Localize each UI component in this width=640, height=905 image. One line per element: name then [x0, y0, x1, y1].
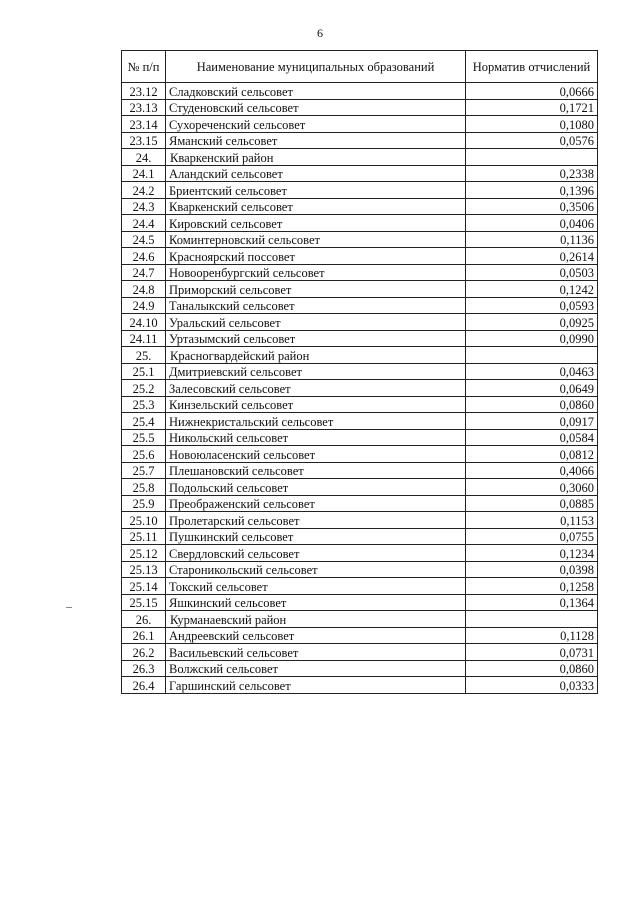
row-norm: 0,0649	[466, 380, 598, 397]
row-norm: 0,1242	[466, 281, 598, 298]
row-name: Коминтерновский сельсовет	[166, 231, 466, 248]
row-norm: 0,1258	[466, 578, 598, 595]
row-name: Сладковский сельсовет	[166, 83, 466, 100]
norms-table	[121, 50, 598, 694]
row-name: Залесовский сельсовет	[166, 380, 466, 397]
row-name: Курманаевский район	[166, 611, 466, 628]
row-name: Староникольский сельсовет	[166, 561, 466, 578]
header-norm: Норматив отчислений	[466, 51, 598, 83]
row-name: Кинзельский сельсовет	[166, 396, 466, 413]
district-row	[122, 611, 598, 628]
row-norm	[466, 149, 598, 166]
row-number: 24.10	[122, 314, 166, 331]
row-norm: 0,0398	[466, 561, 598, 578]
row-number: 24.3	[122, 198, 166, 215]
row-norm: 0,0925	[466, 314, 598, 331]
row-number: 24.11	[122, 330, 166, 347]
table-row	[122, 132, 598, 149]
row-norm: 0,0593	[466, 297, 598, 314]
row-norm: 0,2614	[466, 248, 598, 265]
row-norm: 0,0503	[466, 264, 598, 281]
row-number: 25.9	[122, 495, 166, 512]
row-name: Пушкинский сельсовет	[166, 528, 466, 545]
row-norm: 0,3506	[466, 198, 598, 215]
row-name: Никольский сельсовет	[166, 429, 466, 446]
row-name: Волжский сельсовет	[166, 660, 466, 677]
row-number: 23.15	[122, 132, 166, 149]
table-row	[122, 248, 598, 265]
row-number: 23.14	[122, 116, 166, 133]
row-name: Васильевский сельсовет	[166, 644, 466, 661]
row-norm: 0,1721	[466, 99, 598, 116]
row-name: Пролетарский сельсовет	[166, 512, 466, 529]
table-row	[122, 578, 598, 595]
row-number: 25.11	[122, 528, 166, 545]
row-norm: 0,3060	[466, 479, 598, 496]
table-row	[122, 396, 598, 413]
row-norm	[466, 611, 598, 628]
row-name: Новооренбургский сельсовет	[166, 264, 466, 281]
row-name: Нижнекристальский сельсовет	[166, 413, 466, 430]
row-number: 25.4	[122, 413, 166, 430]
table-row	[122, 429, 598, 446]
row-number: 26.2	[122, 644, 166, 661]
table-row	[122, 380, 598, 397]
row-norm: 0,1128	[466, 627, 598, 644]
row-norm: 0,1080	[466, 116, 598, 133]
table-row	[122, 83, 598, 100]
row-name: Подольский сельсовет	[166, 479, 466, 496]
row-name: Свердловский сельсовет	[166, 545, 466, 562]
table-row	[122, 116, 598, 133]
table-row	[122, 281, 598, 298]
row-number: 26.1	[122, 627, 166, 644]
row-norm: 0,1234	[466, 545, 598, 562]
table-row	[122, 462, 598, 479]
table-row	[122, 231, 598, 248]
table-row	[122, 198, 598, 215]
table-row	[122, 413, 598, 430]
row-norm: 0,0463	[466, 363, 598, 380]
page-number: 6	[317, 26, 323, 40]
table-row	[122, 594, 598, 611]
table-body	[122, 83, 598, 694]
row-norm: 0,4066	[466, 462, 598, 479]
table-row	[122, 512, 598, 529]
scan-mark	[66, 607, 72, 608]
table-row	[122, 561, 598, 578]
row-norm: 0,0406	[466, 215, 598, 232]
row-number: 25.13	[122, 561, 166, 578]
row-norm: 0,1136	[466, 231, 598, 248]
district-row	[122, 149, 598, 166]
row-number: 24.6	[122, 248, 166, 265]
row-name: Кваркенский сельсовет	[166, 198, 466, 215]
table-row	[122, 330, 598, 347]
table-row	[122, 545, 598, 562]
row-name: Сухореченский сельсовет	[166, 116, 466, 133]
row-number: 25.15	[122, 594, 166, 611]
row-number: 23.12	[122, 83, 166, 100]
row-norm: 0,0885	[466, 495, 598, 512]
row-name: Андреевский сельсовет	[166, 627, 466, 644]
row-name: Уртазымский сельсовет	[166, 330, 466, 347]
row-name: Гаршинский сельсовет	[166, 677, 466, 694]
row-number: 26.	[122, 611, 166, 628]
row-number: 23.13	[122, 99, 166, 116]
table-row	[122, 627, 598, 644]
row-norm: 0,0860	[466, 660, 598, 677]
row-name: Бриентский сельсовет	[166, 182, 466, 199]
row-name: Кваркенский район	[166, 149, 466, 166]
row-norm: 0,1364	[466, 594, 598, 611]
row-number: 24.2	[122, 182, 166, 199]
row-number: 26.3	[122, 660, 166, 677]
row-number: 24.8	[122, 281, 166, 298]
row-norm: 0,0917	[466, 413, 598, 430]
table-row	[122, 215, 598, 232]
row-number: 25.	[122, 347, 166, 364]
table-row	[122, 99, 598, 116]
table-row	[122, 528, 598, 545]
row-norm: 0,0576	[466, 132, 598, 149]
header-name: Наименование муниципальных образований	[166, 51, 466, 83]
row-norm: 0,0666	[466, 83, 598, 100]
table-row	[122, 314, 598, 331]
row-number: 24.1	[122, 165, 166, 182]
row-number: 25.3	[122, 396, 166, 413]
row-name: Аландский сельсовет	[166, 165, 466, 182]
table-row	[122, 182, 598, 199]
row-number: 24.7	[122, 264, 166, 281]
row-number: 25.6	[122, 446, 166, 463]
row-number: 25.12	[122, 545, 166, 562]
row-number: 24.9	[122, 297, 166, 314]
row-norm: 0,1153	[466, 512, 598, 529]
table-row	[122, 363, 598, 380]
row-number: 25.10	[122, 512, 166, 529]
row-name: Красноярский поссовет	[166, 248, 466, 265]
row-norm: 0,0990	[466, 330, 598, 347]
row-name: Дмитриевский сельсовет	[166, 363, 466, 380]
row-name: Токский сельсовет	[166, 578, 466, 595]
row-norm: 0,1396	[466, 182, 598, 199]
table-row	[122, 677, 598, 694]
table-row	[122, 660, 598, 677]
table-row	[122, 165, 598, 182]
row-name: Новоюласенский сельсовет	[166, 446, 466, 463]
row-number: 26.4	[122, 677, 166, 694]
row-name: Уральский сельсовет	[166, 314, 466, 331]
row-number: 24.5	[122, 231, 166, 248]
row-number: 24.4	[122, 215, 166, 232]
row-norm: 0,0333	[466, 677, 598, 694]
row-name: Студеновский сельсовет	[166, 99, 466, 116]
row-name: Таналыкский сельсовет	[166, 297, 466, 314]
table-row	[122, 297, 598, 314]
table-row	[122, 495, 598, 512]
table-row	[122, 264, 598, 281]
row-name: Плешановский сельсовет	[166, 462, 466, 479]
row-number: 24.	[122, 149, 166, 166]
row-number: 25.14	[122, 578, 166, 595]
row-norm: 0,0584	[466, 429, 598, 446]
row-name: Преображенский сельсовет	[166, 495, 466, 512]
table-row	[122, 446, 598, 463]
row-norm: 0,0755	[466, 528, 598, 545]
row-name: Яманский сельсовет	[166, 132, 466, 149]
row-number: 25.7	[122, 462, 166, 479]
row-name: Кировский сельсовет	[166, 215, 466, 232]
row-name: Красногвардейский район	[166, 347, 466, 364]
row-number: 25.1	[122, 363, 166, 380]
header-number: № п/п	[122, 51, 166, 83]
row-number: 25.8	[122, 479, 166, 496]
district-row	[122, 347, 598, 364]
table-header-row	[122, 51, 598, 83]
row-name: Яшкинский сельсовет	[166, 594, 466, 611]
row-norm: 0,0812	[466, 446, 598, 463]
row-norm	[466, 347, 598, 364]
table-row	[122, 479, 598, 496]
row-name: Приморский сельсовет	[166, 281, 466, 298]
table-row	[122, 644, 598, 661]
row-norm: 0,0731	[466, 644, 598, 661]
row-norm: 0,0860	[466, 396, 598, 413]
row-norm: 0,2338	[466, 165, 598, 182]
row-number: 25.5	[122, 429, 166, 446]
row-number: 25.2	[122, 380, 166, 397]
